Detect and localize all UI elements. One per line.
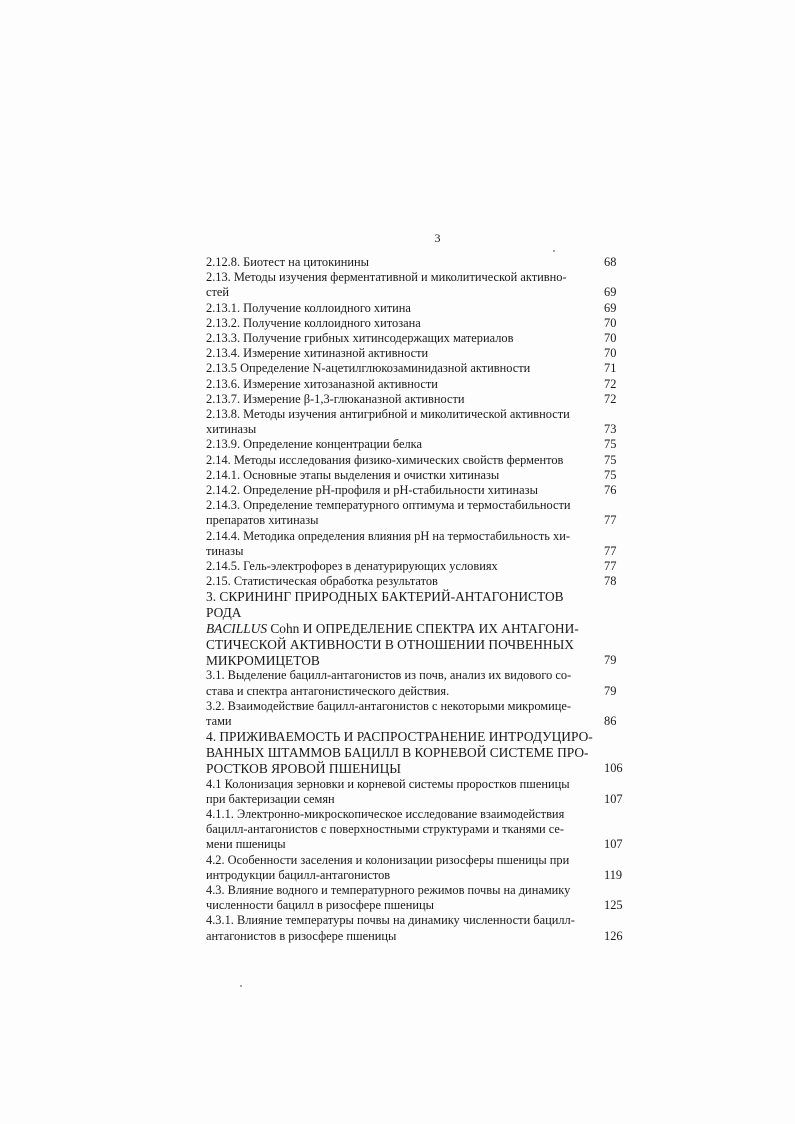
toc-entry-title: 4.3.1. Влияние температуры почвы на динамику численности бацилл- антагонистов в ризосфере пшеницы	[206, 913, 575, 943]
toc-entry-page: 70	[604, 346, 617, 361]
toc-entry-title: 2.15. Статистическая обработка результатов	[206, 574, 438, 589]
toc-entry	[206, 331, 630, 346]
toc-entry-page: 70	[604, 315, 617, 330]
toc-chapter-4	[206, 729, 630, 776]
toc-entry-title: 2.13.6. Измерение хитозаназной активности	[206, 376, 438, 391]
toc-chapter-title	[206, 589, 600, 668]
toc-entry-page: 69	[604, 300, 617, 315]
toc-entry-page: 79	[604, 653, 617, 668]
genus-name: BACILLUS	[206, 621, 268, 637]
chapter-3-line-3: СТИЧЕСКОЙ АКТИВНОСТИ В ОТНОШЕНИИ ПОЧВЕННЫХ	[206, 636, 574, 652]
toc-entry	[206, 668, 630, 698]
toc-entry-title: 4.3. Влияние водного и температурного режимов почвы на динамику численности бацилл в ризосфере пшеницы	[206, 883, 571, 913]
toc-entry	[206, 270, 630, 300]
toc-entry-page: 73	[604, 422, 617, 437]
toc-entry-title: 2.13.4. Измерение хитиназной активности	[206, 346, 429, 361]
toc-chapter-title: 4. ПРИЖИВАЕМОСТЬ И РАСПРОСТРАНЕНИЕ ИНТРОДУЦИРО- ВАННЫХ ШТАММОВ БАЦИЛЛ В КОРНЕВОЙ СИСТЕМЕ ПРО- РОСТКОВ ЯРОВОЙ ПШЕНИЦЫ	[206, 729, 593, 776]
toc-entry-title: 2.13.5 Определение N-ацетилглюкозаминидазной активности	[206, 361, 531, 376]
page-number: 3	[434, 231, 441, 245]
toc-entry	[206, 559, 630, 574]
toc-entry	[206, 807, 630, 853]
toc-entry-page: 72	[604, 376, 617, 391]
toc-entry-page: 126	[604, 928, 623, 943]
chapter-3-line-1: 3. СКРИНИНГ ПРИРОДНЫХ БАКТЕРИЙ-АНТАГОНИСТОВ РОДА	[206, 589, 564, 621]
toc-entry-page: 77	[604, 513, 617, 528]
toc-entry-title: 2.14.2. Определение pH-профиля и pH-стабильности хитиназы	[206, 483, 538, 498]
toc-entry-page: 78	[604, 574, 617, 589]
toc-entry	[206, 346, 630, 361]
toc-entry-page: 86	[604, 714, 617, 729]
toc-entry-title: 2.14.1. Основные этапы выделения и очистки хитиназы	[206, 467, 500, 482]
toc-chapter-3	[206, 589, 630, 668]
toc-entry	[206, 255, 630, 270]
toc-entry-page: 72	[604, 391, 617, 406]
toc-entry-page: 119	[604, 867, 623, 882]
toc-entry	[206, 699, 630, 729]
toc-entry-title: 2.13.3. Получение грибных хитинсодержащих материалов	[206, 331, 514, 346]
table-of-contents	[206, 255, 630, 944]
toc-entry-page: 71	[604, 361, 617, 376]
toc-entry-page: 68	[604, 255, 617, 269]
toc-entry-title: 2.13.1. Получение коллоидного хитина	[206, 300, 411, 315]
toc-entry-title: 3.1. Выделение бацилл-антагонистов из почв, анализ их видового со- става и спектра антагонистического действия.	[206, 668, 572, 698]
toc-entry	[206, 777, 630, 807]
toc-entry-title: 2.14.3. Определение температурного оптимума и термостабильности препаратов хитиназы	[206, 498, 571, 528]
toc-entry-page: 77	[604, 559, 617, 574]
toc-entry	[206, 574, 630, 589]
toc-entry-page: 75	[604, 452, 617, 467]
toc-entry	[206, 453, 630, 468]
toc-entry-page: 79	[604, 683, 617, 698]
toc-entry-title: 2.13.7. Измерение β-1,3-глюканазной активности	[206, 391, 465, 406]
toc-entry	[206, 468, 630, 483]
toc-entry-page: 70	[604, 331, 617, 346]
toc-entry	[206, 853, 630, 883]
toc-entry-page: 107	[604, 837, 623, 852]
toc-entry-title: 3.2. Взаимодействие бацилл-антагонистов с некоторыми микромице- тами	[206, 698, 572, 729]
chapter-3-line-2: Cohn И ОПРЕДЕЛЕНИЕ СПЕКТРА ИХ АНТАГОНИ-	[267, 621, 579, 637]
toc-entry-page: 76	[604, 483, 617, 498]
toc-entry	[206, 361, 630, 376]
toc-entry	[206, 377, 630, 392]
toc-entry	[206, 392, 630, 407]
toc-entry	[206, 498, 630, 528]
toc-entry-page: 125	[604, 898, 623, 913]
toc-entry-title: 4.1 Колонизация зерновки и корневой системы проростков пшеницы при бактеризации семян	[206, 776, 570, 806]
toc-entry-page: 107	[604, 791, 623, 806]
toc-entry-title: 4.1.1. Электронно-микроскопическое исследование взаимодействия бацилл-антагонистов с поверхностными структурами и тканями се- мени пшеницы	[206, 807, 565, 852]
toc-entry-page: 75	[604, 467, 617, 482]
toc-entry	[206, 913, 630, 943]
toc-entry-page: 106	[604, 761, 623, 776]
toc-entry-title: 2.14.4. Методика определения влияния pH на термостабильность хи- тиназы	[206, 528, 570, 558]
toc-entry	[206, 301, 630, 316]
toc-entry-page: 75	[604, 437, 617, 452]
toc-entry-title: 2.13.8. Методы изучения антигрибной и миколитической активности хитиназы	[206, 407, 570, 437]
toc-entry	[206, 483, 630, 498]
toc-entry	[206, 437, 630, 452]
chapter-3-line-4: МИКРОМИЦЕТОВ	[206, 652, 320, 668]
scan-speck	[240, 985, 242, 987]
scan-speck	[553, 250, 555, 252]
toc-entry-title: 4.2. Особенности заселения и колонизации ризосферы пшеницы при интродукции бацилл-антагонистов	[206, 852, 570, 882]
toc-entry-title: 2.14. Методы исследования физико-химических свойств ферментов	[206, 452, 564, 467]
toc-entry	[206, 883, 630, 913]
toc-entry-page: 77	[604, 543, 617, 558]
toc-entry-title: 2.14.5. Гель-электрофорез в денатурирующих условиях	[206, 559, 498, 574]
toc-entry-title: 2.12.8. Биотест на цитокинины	[206, 255, 369, 269]
toc-entry	[206, 316, 630, 331]
toc-entry-title: 2.13.2. Получение коллоидного хитозана	[206, 315, 421, 330]
toc-entry-page: 69	[604, 285, 617, 300]
toc-entry-title: 2.13.9. Определение концентрации белка	[206, 437, 423, 452]
toc-entry	[206, 407, 630, 437]
toc-entry-title: 2.13. Методы изучения ферментативной и миколитической активно- стей	[206, 270, 567, 300]
toc-entry	[206, 529, 630, 559]
